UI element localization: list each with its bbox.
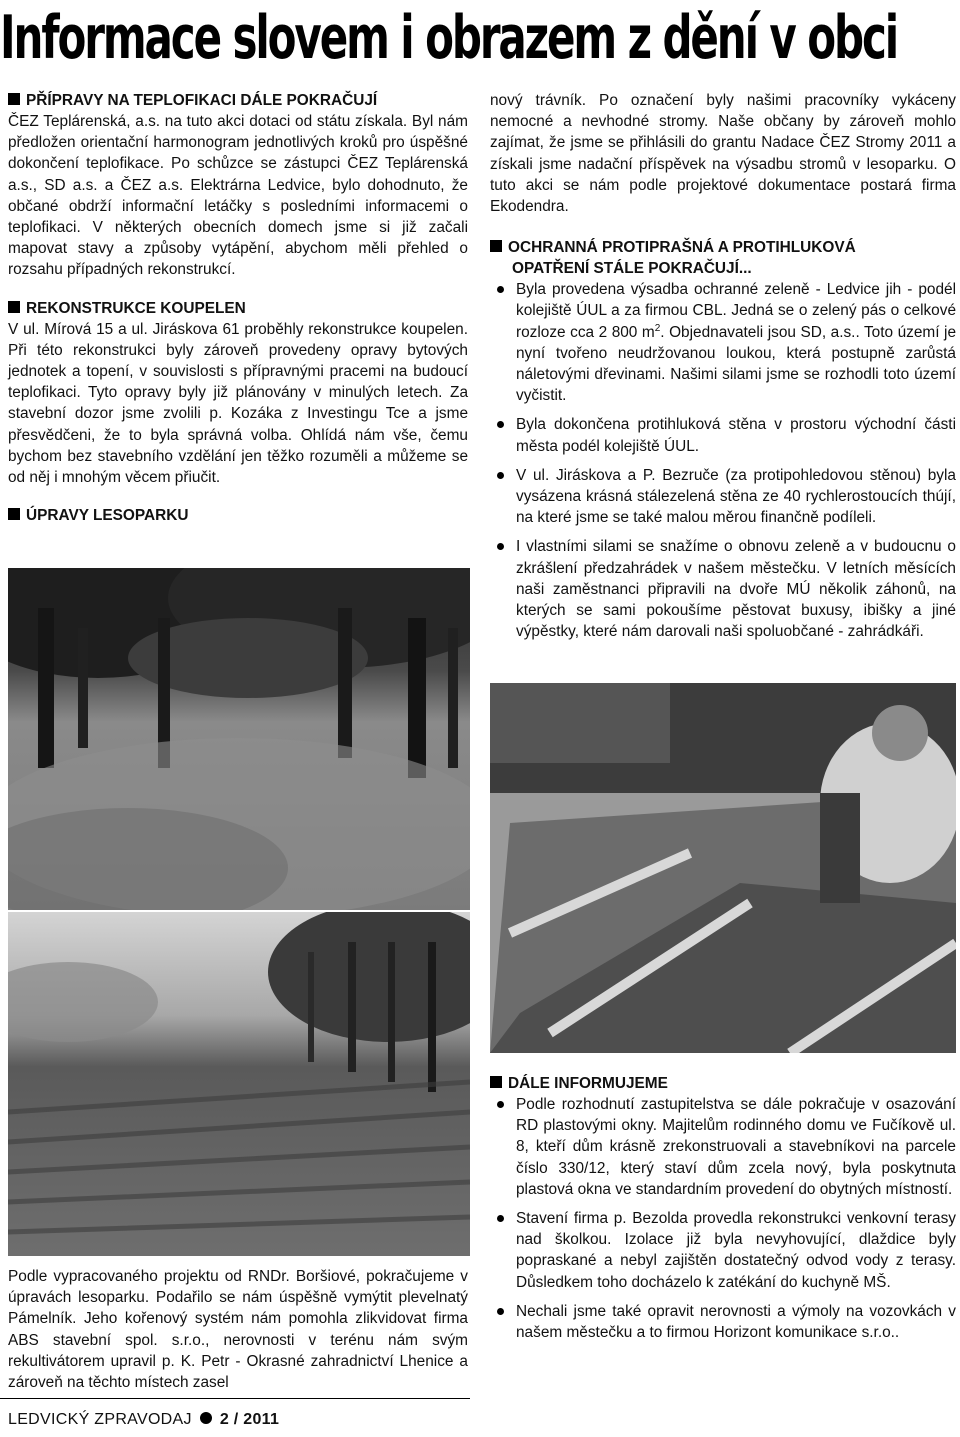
paragraph-teplofikace: ČEZ Teplárenská, a.s. na tuto akci dotaci od státu získala. Byl nám předložen orientační harmonogram jednotlivých kroků pro úspěšné dokončení teplofikace. Po schůzce se zástupci ČEZ Teplárenská a.s., SD a.s. a ČEZ a.s. Elektrárna Ledvice, bylo dohodnuto, že občané obdrží informační letáčky s posledními informacemi o teplofikaci. V některých obecních domech jsme si již začali mapovat stavy a způsoby vytápění, abychom měli přehled o rozsahu případných rekonstrukcí. <box>8 113 468 279</box>
paragraph-koupelny: V ul. Mírová 15 a ul. Jiráskova 61 proběhly rekonstrukce koupelen. Při této rekonstrukci byly zároveň provedeny opravy bytových jednotek a topení, v souvislosti s přípravnými pracemi na budoucí teplofikaci. Tyto opravy byly již plánovány v minulých letech. Za stavební dozor jsme zvolili p. Kozáka z Investingu Tce a jsme přesvědčeni, že to byla správná volba. Ohlídá nám vše, čemu bychom bez stavebního vzdělání jen těžko rozuměli a můžeme se od něj i mnohým věcem přiučit. <box>8 320 468 487</box>
footer-rule <box>0 1398 470 1399</box>
list-item <box>490 279 956 406</box>
footer-issue: 2 / 2011 <box>219 1411 280 1428</box>
footer-publication: LEDVICKÝ ZPRAVODAJ <box>8 1411 192 1428</box>
heading-text: ÚPRAVY LESOPARKU <box>26 507 189 525</box>
heading-text: REKONSTRUKCE KOUPELEN <box>26 299 246 317</box>
heading-ochranna-opatreni-line2: OPATŘENÍ STÁLE POKRAČUJÍ... <box>512 260 752 278</box>
heading-dale-informujeme <box>490 1073 956 1094</box>
list-item <box>490 465 956 529</box>
photo-lesopark-trees-image <box>8 568 470 910</box>
list-item-text: I vlastními silami se snažíme o obnovu zeleně a v budoucnu o zkrášlení předzahrádek v našem městečku. V letních měsících naši zaměstnanci připravili na dvoře MÚ několik záhonů, na kterých se sami pokoušíme pěstovat buxusy, ibišky a jiné výpěstky, které nám darovali naši spoluobčané - zahrádkáři. <box>516 538 956 641</box>
bullet-dot-icon <box>497 543 504 550</box>
list-item <box>490 1208 956 1293</box>
bullet-dot-icon <box>497 1215 504 1222</box>
square-bullet-icon <box>8 508 20 520</box>
paragraph-lesopark-continued: nový trávník. Po označení byly našimi pracovníky vykáceny nemocné a nevhodné stromy. Naše občany by zároveň mohlo zajímat, že jsme se přihlásili do grantu Nadace ČEZ Stromy 2011 a získali jsme nadační příspěvek na výsadbu stromů v lesoparku. O tuto akci se nám podle projektové dokumentace postará firma Ekodendra. <box>490 92 956 216</box>
list-dale-informujeme <box>490 1094 956 1343</box>
right-column <box>490 90 956 650</box>
list-item <box>490 536 956 642</box>
heading-teplofikace <box>8 90 468 111</box>
right-column-lower <box>490 1073 956 1351</box>
photo-lesopark-ploughed <box>8 912 470 1256</box>
bullet-dot-icon <box>497 472 504 479</box>
list-item-text: Podle rozhodnutí zastupitelstva se dále pokračuje v osazování RD plastovými okny. Majitelům rodinného domu ve Fučíkově ul. 8, kteří dům krásně zrekonstruovali a stavebníkovi na parcele číslo 330/12, který staví dům zcela nový, byla poskytnuta plastová okna ve standardním provedení do obytných místností. <box>516 1096 956 1198</box>
photo-lesopark-trees <box>8 568 470 910</box>
list-item-text: V ul. Jiráskova a P. Bezruče (za protipohledovou stěnou) byla vysázena krásná stálezelená stěna ze 40 rychlerostoucích thújí, na které jsme se také malou měrou finančně podíleli. <box>516 466 956 527</box>
heading-ochranna-opatreni <box>490 237 956 258</box>
square-bullet-icon <box>8 301 20 313</box>
list-item-text: Byla provedena výsadba ochranné zeleně - Ledvice jih - podél kolejiště ÚUL a za firmou CBL. Jedná se o zelený pás o celkové rozloze cca 2 800 m <box>516 281 956 341</box>
list-item-text: Stavení firma p. Bezolda provedla rekonstrukci venkovní terasy nad školkou. Izolace již byla nevyhovující, dlaždice byly popraskané a nebyl zajištěn dostatečný odvod vody z terasy. Důsledkem toho docházelo k zatékání do kuchyně MŠ. <box>516 1210 956 1291</box>
left-column <box>8 90 468 526</box>
square-bullet-icon <box>8 93 20 105</box>
list-item <box>490 1094 956 1200</box>
bullet-dot-icon <box>497 286 504 293</box>
square-bullet-icon <box>490 240 502 252</box>
list-item-text: Byla dokončena protihluková stěna v prostoru východní části města podél kolejiště ÚUL. <box>516 416 956 455</box>
photo-lesopark-ploughed-image <box>8 912 470 1256</box>
bullet-dot-icon <box>497 1101 504 1108</box>
bullet-dot-icon <box>497 1308 504 1315</box>
photo-planting-beds-image <box>490 683 956 1053</box>
square-bullet-icon <box>490 1076 502 1088</box>
page-title: Informace slovem i obrazem z dění v obci <box>0 3 898 73</box>
list-item-text: . Objednavateli jsou SD, a.s.. Toto území je nyní tvořeno neudržovanou loukou, která postupně zarůstá náletovými dřevinami. Našimi silami jsme se rozhodli toto území vyčistit. <box>516 323 957 405</box>
heading-text: PŘÍPRAVY NA TEPLOFIKACI DÁLE POKRAČUJÍ <box>26 92 378 109</box>
list-item <box>490 414 956 456</box>
bullet-dot-icon <box>200 1412 212 1424</box>
heading-text: DÁLE INFORMUJEME <box>508 1075 668 1092</box>
bullet-dot-icon <box>497 421 504 428</box>
heading-text: OCHRANNÁ PROTIPRAŠNÁ A PROTIHLUKOVÁ <box>508 239 856 257</box>
heading-koupelny <box>8 298 468 319</box>
photo-caption: Podle vypracovaného projektu od RNDr. Boršiové, pokračujeme v úpravách lesoparku. Podařilo se nám úspěšně vymýtit plevelnatý Pámelník. Jeho kořenový systém nám pomohla zlikvidovat firma ABS stavební spol. s.r.o., nerovnosti v terénu nám svým rekultivátorem upravil p. K. Petr - Okrasné zahradnictví Lhenice a zároveň na těchto místech zasel <box>8 1268 468 1392</box>
list-ochranna-opatreni <box>490 279 956 642</box>
list-item <box>490 1301 956 1343</box>
heading-lesopark <box>8 505 468 526</box>
superscript: 2 <box>654 322 661 334</box>
footer <box>8 1411 279 1429</box>
list-item-text: Nechali jsme také opravit nerovnosti a výmoly na vozovkách v našem městečku a to firmou Horizont komunikace s.r.o.. <box>516 1302 956 1342</box>
photo-planting-beds <box>490 683 956 1053</box>
